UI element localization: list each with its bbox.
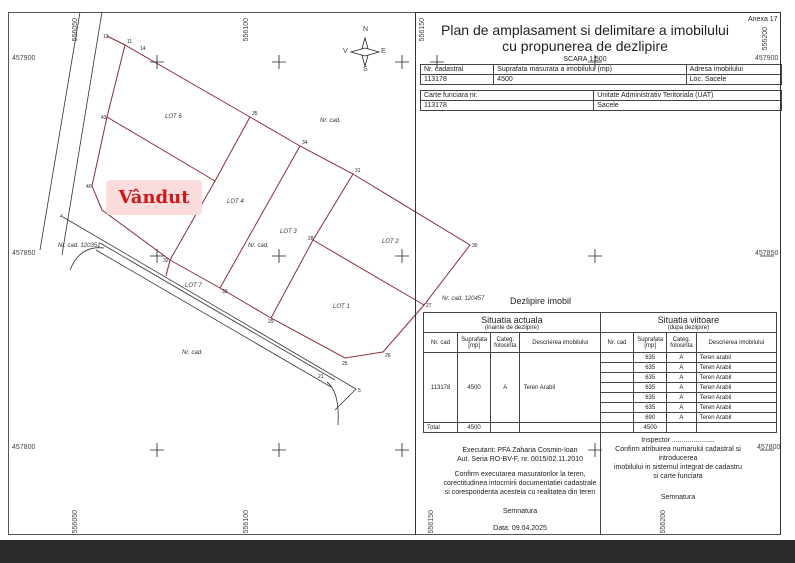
future-subtitle: (dupa dezlipire) <box>667 324 710 331</box>
grid-x-label: 556200 <box>762 27 769 51</box>
grid-y-label: 457850 <box>755 250 779 257</box>
col-header: Descrierea imobilului <box>520 333 600 353</box>
inspector-block <box>603 436 753 502</box>
grid-x-label: 556100 <box>243 18 250 42</box>
actual-title: Situatia actuala <box>481 314 543 325</box>
title-line-2: cu propunerea de dezlipire <box>502 38 668 54</box>
grid-y-label: 457850 <box>12 250 36 257</box>
future-description: Teren Arabil <box>696 393 776 403</box>
future-description: Teren Arabil <box>696 373 776 383</box>
point-number: 5 <box>358 388 361 394</box>
compass-west: V <box>343 48 348 55</box>
grid-y-label: 457800 <box>12 444 36 451</box>
point-number: 27 <box>426 303 432 309</box>
table-row <box>424 353 777 363</box>
point-number: 35 <box>252 111 258 117</box>
measured-area: 4500 <box>494 75 686 85</box>
future-category: A <box>667 393 696 403</box>
scale-label: SCARA 1:500 <box>563 56 607 63</box>
col-header: Categ. folosinta <box>491 333 520 353</box>
grid-y-label: 457900 <box>755 55 779 62</box>
lot-label: LOT 4 <box>227 199 244 205</box>
col-header: Descrierea imobilului <box>696 333 776 353</box>
neighbor-label: Nr. cad. <box>182 350 203 356</box>
header-cell: Nr. cadastral <box>421 65 494 75</box>
executant-confirm: si corespondenta acesteia cu realitatea din teren <box>444 489 596 496</box>
lot-label: LOT 6 <box>165 114 182 120</box>
future-description: Teren Arabil <box>696 403 776 413</box>
land-book-number: 113178 <box>421 101 594 111</box>
grid-x-label: 556200 <box>660 510 667 534</box>
actual-area: 4500 <box>458 353 491 423</box>
actual-description: Teren Arabil <box>520 353 600 423</box>
executant-signature: Semnatura <box>502 508 538 515</box>
future-category: A <box>667 413 696 423</box>
sold-label: Vândut <box>106 180 202 215</box>
point-number: 30 <box>472 243 478 249</box>
grid-x-label: 556050 <box>72 510 79 534</box>
lot-label: LOT 2 <box>382 239 399 245</box>
total-actual: 4500 <box>458 423 491 433</box>
point-number: 4 <box>60 214 63 220</box>
point-number: 34 <box>302 140 308 146</box>
address: Loc. Sacele <box>686 75 781 85</box>
date: Data: 09.04.2025 <box>493 525 547 532</box>
point-number: 28 <box>308 236 314 242</box>
point-number: 33 <box>222 289 228 295</box>
future-area: 635 <box>634 403 667 413</box>
actual-subtitle: (inainte de dezlipire) <box>484 324 539 331</box>
grid-x-label: 556100 <box>243 510 250 534</box>
cadastral-number: 113178 <box>421 75 494 85</box>
executant-block <box>440 446 600 533</box>
point-number: 21 <box>318 374 324 380</box>
neighbor-label: Nr. cad. 120351 <box>58 243 101 249</box>
neighbor-label: Nr. cad. <box>248 243 269 249</box>
compass-rose <box>351 38 379 66</box>
compass-south: S <box>363 66 368 73</box>
point-number: 12 <box>103 34 109 40</box>
bottom-bar <box>0 540 795 563</box>
future-area: 635 <box>634 353 667 363</box>
uat: Sacele <box>594 101 782 111</box>
point-number: 32 <box>163 258 169 264</box>
road-lines <box>40 12 356 425</box>
header-cell: Unitate Administrativ Teritoriala (UAT) <box>594 91 782 101</box>
col-header: Nr. cad <box>424 333 458 353</box>
inspector-signature: Semnatura <box>660 494 696 501</box>
compass-east: E <box>381 48 386 55</box>
col-header: Categ. folosinta <box>667 333 696 353</box>
lot-label: LOT 3 <box>280 229 297 235</box>
future-description: Teren arabil <box>696 353 776 363</box>
col-header: Nr. cad <box>600 333 633 353</box>
actual-nr: 113178 <box>424 353 458 423</box>
future-category: A <box>667 363 696 373</box>
point-number: 26 <box>385 353 391 359</box>
annex-label: Anexa 17 <box>748 16 778 23</box>
total-label: Total <box>424 423 458 433</box>
future-area: 635 <box>634 363 667 373</box>
grid-y-label: 457800 <box>757 444 781 451</box>
col-header: Suprafata [mp] <box>458 333 491 353</box>
future-area: 635 <box>634 373 667 383</box>
grid-y-label: 457900 <box>12 55 36 62</box>
signature-divider <box>600 430 601 535</box>
executant-confirm: Confirm executarea masuratorilor la teren, <box>454 471 586 478</box>
future-category: A <box>667 373 696 383</box>
header-cell: Carte funciara nr. <box>421 91 594 101</box>
point-number: 40 <box>86 184 92 190</box>
future-description: Teren Arabil <box>696 363 776 373</box>
future-category: A <box>667 353 696 363</box>
inspector-confirm: Confirm atribuirea numarului cadastral si introducerea <box>615 446 741 462</box>
inspector-title: Inspector ...................... <box>641 437 715 444</box>
title-line-1: Plan de amplasament si delimitare a imobilului <box>441 22 729 38</box>
inspector-confirm: si carte funciara <box>653 473 703 480</box>
point-number: 31 <box>355 168 361 174</box>
future-title: Situatia viitoare <box>657 314 720 325</box>
header-cell: Suprafata masurata a imobilului (mp) <box>494 65 686 75</box>
point-number: 29 <box>268 319 274 325</box>
future-area: 635 <box>634 393 667 403</box>
executant-name: Executant: PFA Zaharia Cosmin-Ioan <box>462 447 578 454</box>
point-number: 43 <box>101 115 107 121</box>
header-cell: Adresa imobilului <box>686 65 781 75</box>
executant-confirm: corectitudinea intocmirii documentatiei cadastrale <box>443 480 597 487</box>
future-category: A <box>667 383 696 393</box>
inspector-confirm: imobilului in sistemul integrat de cadastru <box>613 464 742 471</box>
future-description: Teren Arabil <box>696 413 776 423</box>
col-header: Suprafata [mp] <box>634 333 667 353</box>
compass-north: N <box>363 26 369 33</box>
lot-label: LOT 7 <box>185 283 202 289</box>
grid-x-label: 556150 <box>428 510 435 534</box>
lot-label: LOT 1 <box>333 304 350 310</box>
dezlipire-title: Dezlipire imobil <box>510 296 572 306</box>
future-description: Teren Arabil <box>696 383 776 393</box>
total-future: 4500 <box>634 423 667 433</box>
future-category: A <box>667 403 696 413</box>
grid-x-label: 556150 <box>419 18 426 42</box>
future-area: 635 <box>634 383 667 393</box>
future-area: 690 <box>634 413 667 423</box>
executant-authorization: Aut. Seria RO-BV-F, nr. 0015/02.11.2010 <box>457 456 583 463</box>
neighbor-label: Nr. cad. <box>320 118 341 124</box>
point-number: 25 <box>342 361 348 367</box>
dezlipire-table <box>423 312 777 433</box>
grid-x-label: 556050 <box>72 18 79 42</box>
point-number: 14 <box>140 46 146 52</box>
neighbor-label: Nr. cad. 120457 <box>442 296 485 302</box>
point-number: 11 <box>127 39 133 45</box>
actual-category: A <box>491 353 520 423</box>
